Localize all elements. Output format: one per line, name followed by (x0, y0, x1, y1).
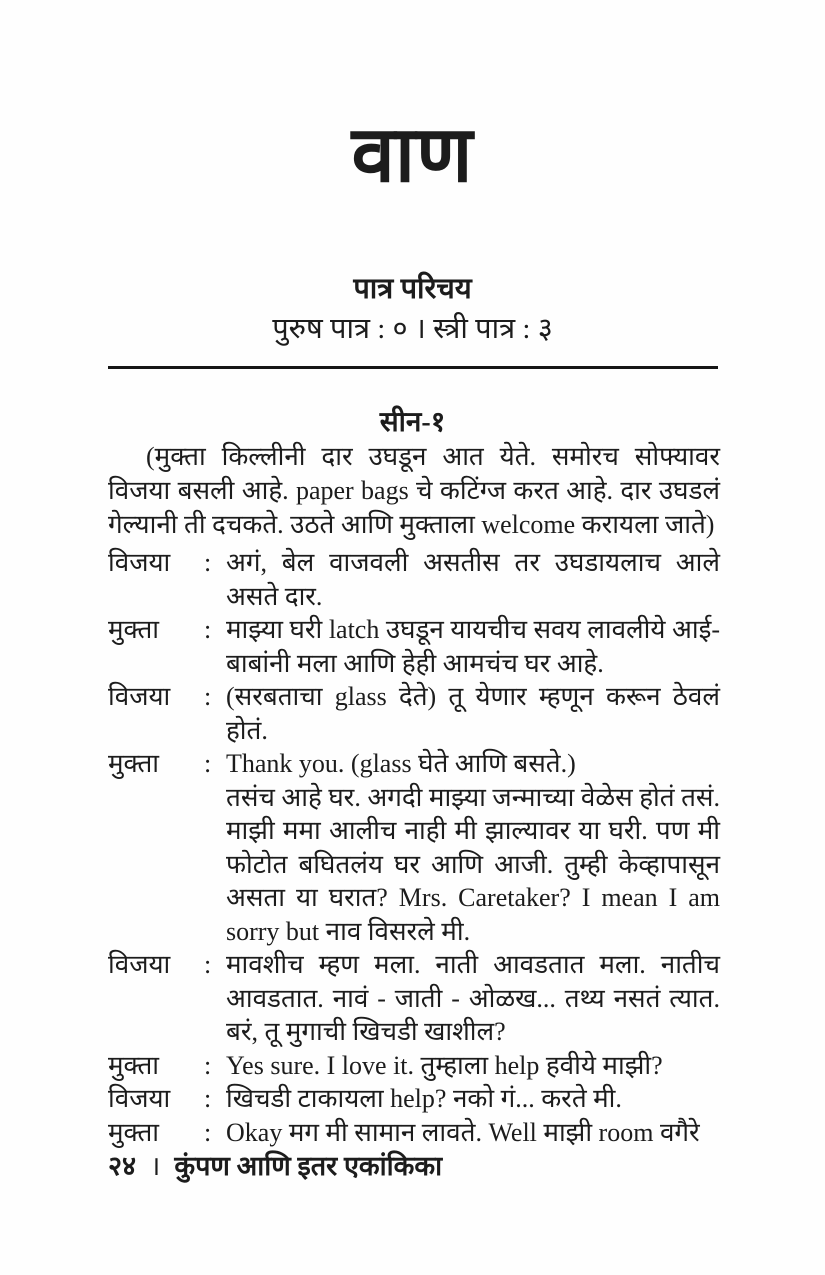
dialogue-row (108, 747, 720, 948)
speaker-name: मुक्ता (108, 1050, 160, 1080)
dialogue-row (108, 1116, 720, 1150)
cast-heading: पात्र परिचय (353, 273, 472, 305)
dialogue-text: मावशीच म्हण मला. नाती आवडतात मला. नातीच आवडतात. नावं - जाती - ओळख... तथ्य नसतं त्यात. बरं, तू मुगाची खिचडी खाशील? (226, 950, 720, 1046)
dialogue-colon: : (204, 749, 212, 778)
scene-heading: सीन-१ (379, 407, 446, 438)
dialogue-text-line: Thank you. (glass घेते आणि बसते.) (226, 749, 576, 778)
footer-separator: । (150, 1151, 161, 1181)
dialogue-row (108, 546, 720, 613)
dialogue-colon: : (204, 615, 212, 644)
dialogue-text: अगं, बेल वाजवली असतीस तर उघडायलाच आले असते दार. (226, 548, 720, 611)
dialogue-colon: : (204, 682, 212, 711)
page-footer (108, 1146, 720, 1183)
dialogue-colon: : (204, 950, 212, 979)
dialogue-text: Okay मग मी सामान लावते. Well माझी room वगैरे (226, 1117, 700, 1147)
dialogue-row (108, 680, 720, 747)
speaker-name: मुक्ता (108, 615, 160, 644)
dialogue-row (108, 613, 720, 680)
page-number: २४ (108, 1151, 137, 1181)
dialogue-colon: : (204, 1084, 212, 1113)
dialogue-list (108, 546, 720, 1149)
dialogue-colon: : (204, 1117, 212, 1147)
dialogue-text: माझ्या घरी latch उघडून यायचीच सवय लावलीये आई-बाबांनी मला आणि हेही आमचंच घर आहे. (226, 615, 720, 678)
book-title: कुंपण आणि इतर एकांकिका (174, 1151, 443, 1181)
dialogue-text: खिचडी टाकायला help? नको गं... करते मी. (226, 1084, 622, 1113)
stage-direction: (मुक्ता किल्लीनी दार उघडून आत येते. समोरच सोफ्यावर विजया बसली आहे. paper bags चे कटिंग्ज करत आहे. दार उघडलं गेल्यानी ती दचकते. उठते आणि मुक्ताला welcome करायला जाते) (108, 442, 720, 539)
dialogue-row (108, 1049, 720, 1083)
dialogue-text: Yes sure. I love it. तुम्हाला help हवीये माझी? (226, 1050, 663, 1080)
dialogue-row (108, 948, 720, 1049)
dialogue-text-line: तसंच आहे घर. अगदी माझ्या जन्माच्या वेळेस होतं तसं. माझी ममा आलीच नाही मी झाल्यावर या घरी. पण मी फोटोत बघितलंय घर आणि आजी. तुम्ही केव्हापासून असता या घरात? Mrs. Caretaker? I mean I am sorry but नाव विसरले मी. (226, 782, 720, 946)
divider-rule (108, 366, 718, 369)
dialogue-row (108, 1082, 720, 1116)
dialogue-colon: : (204, 548, 212, 577)
dialogue-text: (सरबताचा glass देते) तू येणार म्हणून करून ठेवलं होतं. (226, 682, 720, 745)
speaker-name: विजया (108, 682, 171, 711)
speaker-name: विजया (108, 548, 171, 577)
dialogue-colon: : (204, 1050, 212, 1080)
speaker-name: विजया (108, 1084, 171, 1113)
play-title: वाण (351, 111, 474, 198)
dialogue-text (226, 747, 720, 948)
cast-count-line: पुरुष पात्र : ० । स्त्री पात्र : ३ (272, 313, 553, 345)
speaker-name: मुक्ता (108, 1117, 160, 1147)
speaker-name: विजया (108, 950, 171, 979)
speaker-name: मुक्ता (108, 749, 160, 778)
